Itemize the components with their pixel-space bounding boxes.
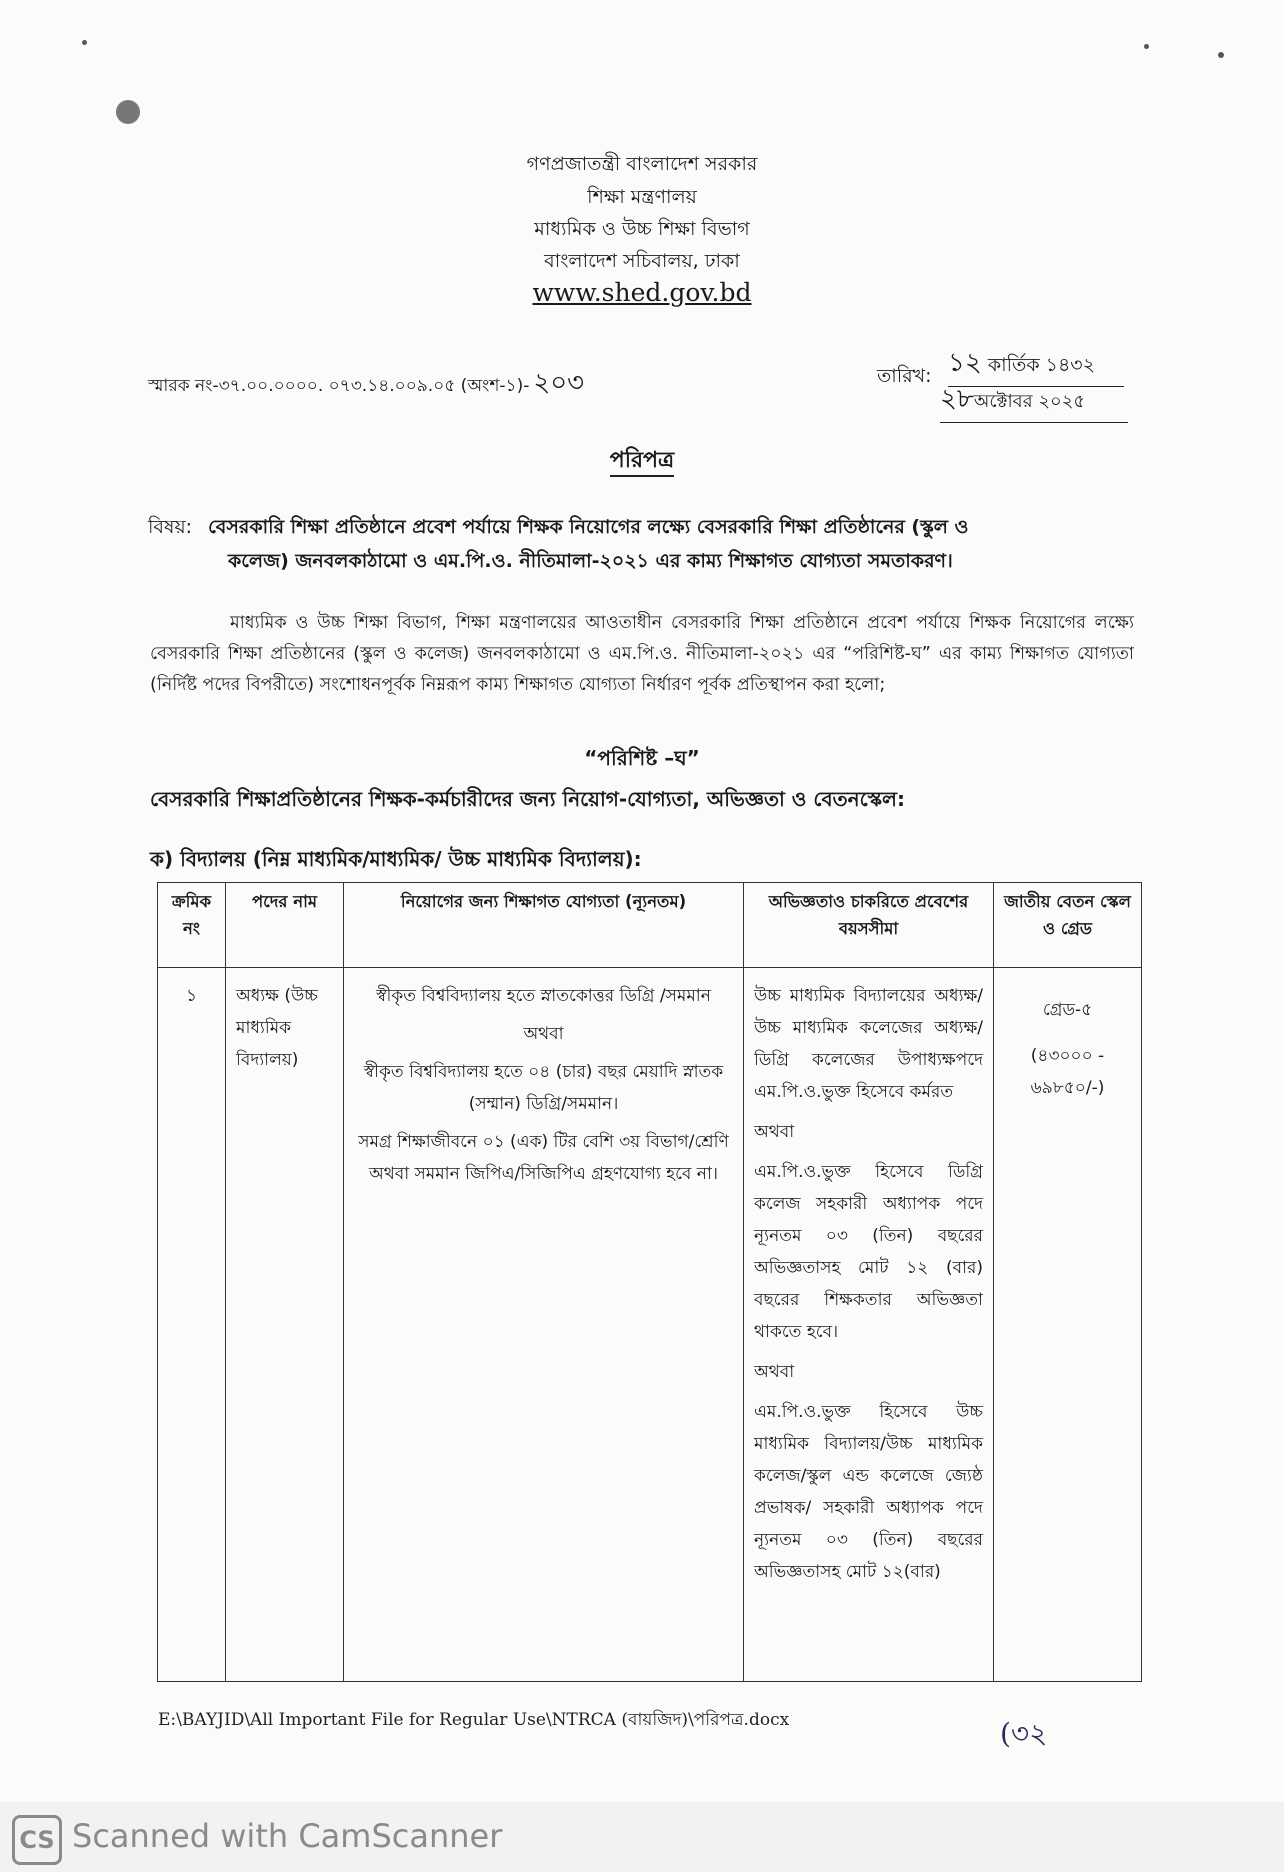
qualification-a: স্বীকৃত বিশ্ববিদ্যালয় হতে স্নাতকোত্তর ডিগ্রি /সমমান — [376, 986, 711, 1006]
header-serial: ক্রমিক নং — [158, 883, 226, 968]
grade-label: গ্রেড-৫ — [1042, 1000, 1093, 1020]
header-scale: জাতীয় বেতন স্কেল ও গ্রেড — [994, 883, 1142, 968]
subject-line-1: বেসরকারি শিক্ষা প্রতিষ্ঠানে প্রবেশ পর্যায়ে শিক্ষক নিয়োগের লক্ষ্যে বেসরকারি শিক্ষা প্রতিষ্ঠানের (স্কুল ও — [208, 516, 969, 538]
pay-scale: (৪৩০০০ - ৬৯৮৫০/-) — [1030, 1046, 1105, 1098]
govt-name: গণপ্রজাতন্ত্রী বাংলাদেশ সরকার — [526, 153, 758, 175]
qualification-b: স্বীকৃত বিশ্ববিদ্যালয় হতে ০৪ (চার) বছর মেয়াদি স্নাতক (সম্মান) ডিগ্রি/সমমান। — [363, 1062, 724, 1114]
memo-number — [148, 362, 584, 406]
qualification-or: অথবা — [523, 1024, 564, 1044]
scan-speck — [1218, 52, 1224, 58]
subject-block — [148, 510, 1128, 578]
file-path: E:\BAYJID\All Important File for Regular Use\NTRCA (বায়জিদ)\পরিপত্র.docx — [158, 1710, 790, 1730]
header-qualification: নিয়োগের জন্য শিক্ষাগত যোগ্যতা (ন্যূনতম) — [344, 883, 744, 968]
header-post: পদের নাম — [226, 883, 344, 968]
cell-serial: ১ — [158, 968, 226, 1682]
bengali-date-day: ১২ — [948, 348, 982, 378]
header-experience: অভিজ্ঞতাও চাকরিতে প্রবেশের বয়সসীমা — [744, 883, 994, 968]
section-heading: বেসরকারি শিক্ষাপ্রতিষ্ঠানের শিক্ষক-কর্মচারীদের জন্য নিয়োগ-যোগ্যতা, অভিজ্ঞতা ও বেতনস্কেল: — [150, 787, 905, 811]
experience-b: এম.পি.ও.ভুক্ত হিসেবে ডিগ্রি কলেজ সহকারী অধ্যাপক পদে ন্যূনতম ০৩ (তিন) বছরের অভিজ্ঞতাসহ মোট ১২ (বার) বছরের শিক্ষকতার অভিজ্ঞতা থাকতে হবে। — [754, 1162, 983, 1342]
scan-speck — [82, 40, 87, 45]
camscanner-text: Scanned with CamScanner — [72, 1817, 503, 1855]
table-header-row — [158, 883, 1142, 968]
qualification-table — [157, 882, 1142, 1682]
experience-or-2: অথবা — [754, 1362, 795, 1382]
subject-label: বিষয়: — [148, 516, 193, 538]
appendix-title: “পরিশিষ্ট –ঘ” — [584, 746, 700, 770]
english-date-rest: অক্টোবর ২০২৫ — [973, 391, 1086, 412]
scan-speck — [1144, 44, 1149, 49]
experience-c: এম.পি.ও.ভুক্ত হিসেবে উচ্চ মাধ্যমিক বিদ্যালয়/উচ্চ মাধ্যমিক কলেজ/স্কুল এন্ড কলেজে জ্যেষ্ঠ প্রভাষক/ সহকারী অধ্যাপক পদে ন্যূনতম ০৩ (তিন) বছরের অভিজ্ঞতাসহ মোট ১২(বার) — [754, 1402, 983, 1582]
bengali-date-rest: কার্তিক ১৪৩২ — [981, 354, 1096, 376]
handwritten-page-mark: (৩২ — [1000, 1717, 1048, 1750]
english-date — [940, 378, 1128, 423]
sub-heading: ক) বিদ্যালয় (নিম্ন মাধ্যমিক/মাধ্যমিক/ উচ্চ মাধ্যমিক বিদ্যালয়): — [150, 847, 642, 871]
website-url: www.shed.gov.bd — [532, 278, 752, 307]
experience-a: উচ্চ মাধ্যমিক বিদ্যালয়ের অধ্যক্ষ/উচ্চ মাধ্যমিক কলেজের অধ্যক্ষ/ডিগ্রি কলেজের উপাধ্যক্ষপদে এম.পি.ও.ভুক্ত হিসেবে কর্মরত — [754, 986, 983, 1102]
document-title: পরিপত্র — [0, 443, 1284, 480]
date-label: তারিখ: — [877, 365, 932, 387]
division-name: মাধ্যমিক ও উচ্চ শিক্ষা বিভাগ — [534, 218, 750, 240]
qualification-c: সমগ্র শিক্ষাজীবনে ০১ (এক) টির বেশি ৩য় বিভাগ/শ্রেণি অথবা সমমান জিপিএ/সিজিপিএ গ্রহণযোগ্য হবে না। — [358, 1132, 729, 1184]
experience-or-1: অথবা — [754, 1122, 795, 1142]
ministry-name: শিক্ষা মন্ত্রণালয় — [587, 186, 697, 208]
scan-speck — [116, 100, 140, 124]
body-paragraph: মাধ্যমিক ও উচ্চ শিক্ষা বিভাগ, শিক্ষা মন্ত্রণালয়ের আওতাধীন বেসরকারি শিক্ষা প্রতিষ্ঠানে প্রবেশ পর্যায়ে শিক্ষক নিয়োগের লক্ষ্যে বেসরকারি শিক্ষা প্রতিষ্ঠানের (স্কুল ও কলেজ) জনবলকাঠামো ও এম.পি.ও. নীতিমালা-২০২১ এর “পরিশিষ্ট-ঘ” এর কাম্য শিক্ষাগত যোগ্যতা (নির্দিষ্ট পদের বিপরীতে) সংশোধনপূর্বক নিম্নরূপ কাম্য শিক্ষাগত যোগ্যতা নির্ধারণ পূর্বক প্রতিস্থাপন করা হলো; — [150, 613, 1134, 695]
secretariat-address: বাংলাদেশ সচিবালয়, ঢাকা — [544, 250, 740, 272]
memo-handwritten-number: ২০৩ — [533, 368, 585, 398]
camscanner-logo: CS — [12, 1815, 62, 1865]
cell-qualification — [344, 968, 744, 1682]
english-date-day: ২৮ — [940, 384, 974, 414]
cell-experience — [744, 968, 994, 1682]
table-row — [158, 968, 1142, 1682]
memo-prefix: স্মারক নং-৩৭.০০.০০০০. ০৭৩.১৪.০০৯.০৫ (অংশ-১)- — [148, 376, 530, 396]
cell-scale — [994, 968, 1142, 1682]
subject-line-2: কলেজ) জনবলকাঠামো ও এম.পি.ও. নীতিমালা-২০২১ এর কাম্য শিক্ষাগত যোগ্যতা সমতাকরণ। — [228, 550, 953, 572]
cell-post: অধ্যক্ষ (উচ্চ মাধ্যমিক বিদ্যালয়) — [226, 968, 344, 1682]
